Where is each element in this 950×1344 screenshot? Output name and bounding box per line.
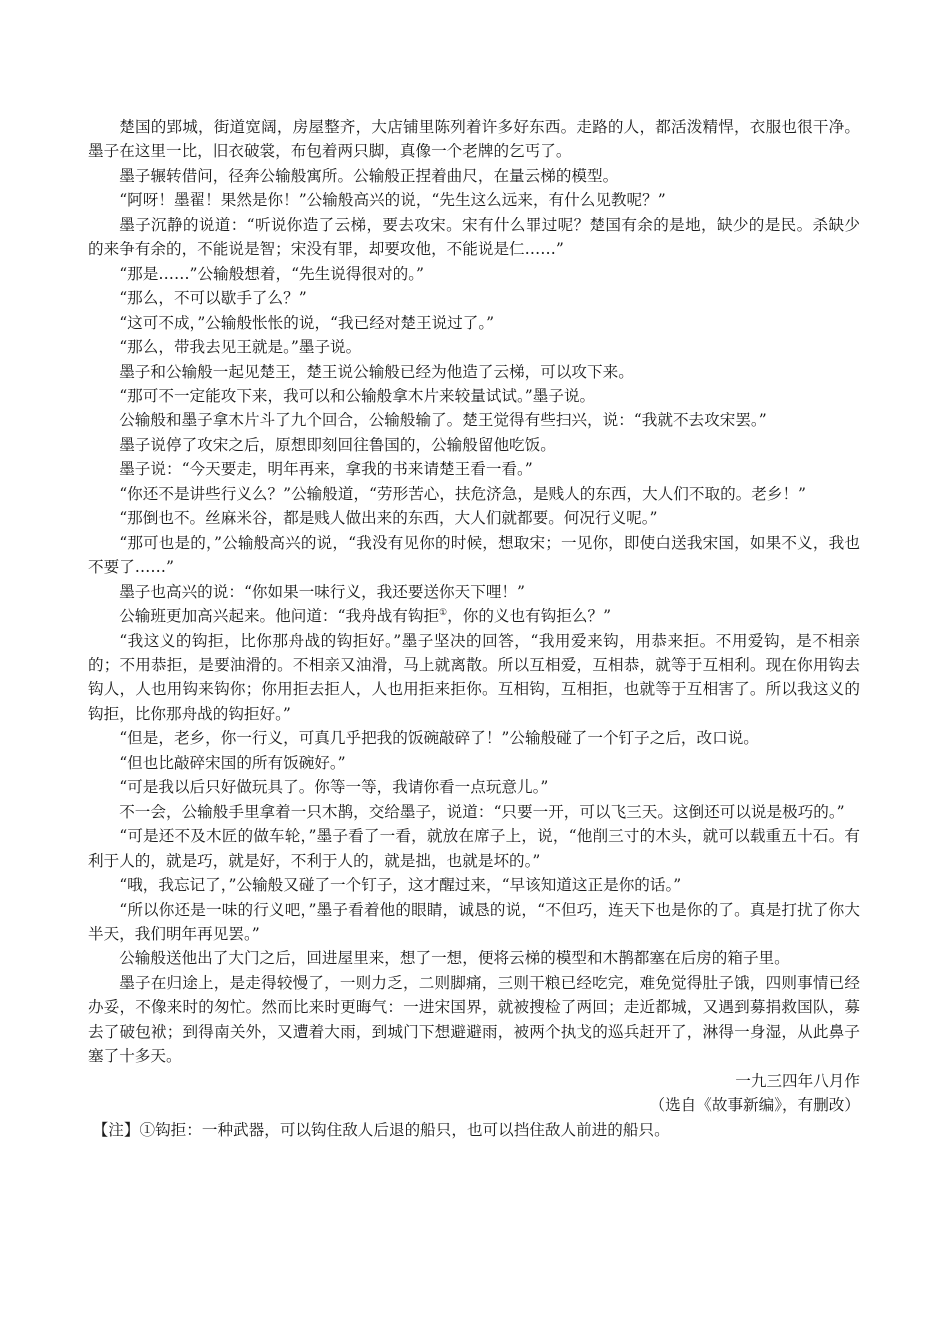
hook-text-after: ，你的义也有钩拒么？” [447, 607, 612, 626]
footnote-marker: ① [439, 607, 448, 618]
paragraph-dialogue: “那是……”公输般想着，“先生说得很对的。” [119, 264, 424, 283]
paragraph-argument: 墨子沉静的说道：“听说你造了云梯，要去攻宋。宋有什么罪过呢？楚国有余的是地，缺少的是民。杀缺少的来争有余的，不能说是智；宋没有罪，却要攻他，不能说是仁……” [88, 215, 860, 259]
paragraph-dialogue: “那可也是的，”公输般高兴的说，“我没有见你的时候，想取宋；一见你，即使白送我宋国，如果不义，我也不要了……” [88, 533, 860, 577]
footnote [88, 1118, 860, 1142]
story-text [88, 115, 860, 1142]
paragraph-dialogue: “那可不一定能攻下来，我可以和公输般拿木片来较量试试。”墨子说。 [119, 386, 596, 405]
paragraph-dialogue: “那么，不可以歇手了么？” [119, 289, 307, 308]
paragraph-cart-wheel: “可是还不及木匠的做车轮，”墨子看了一看，就放在席子上，说，“他削三寸的木头，就可以载重五十石。有利于人的，就是巧，就是好，不利于人的，就是拙，也就是坏的。” [88, 827, 860, 870]
paragraph-dialogue: 墨子也高兴的说：“你如果一味行义，我还要送你天下哩！” [119, 582, 525, 601]
paragraph-hook-answer: “我这义的钩拒，比你那舟战的钩拒好。”墨子坚决的回答，“我用爱来钩，用恭来拒。不用爱钩，是不相亲的；不用恭拒，是要油滑的。不相亲又油滑，马上就离散。所以互相爱，互相恭，就等于互相利。现在你用钩去钩人，人也用钩来钩你；你用拒去拒人，人也用拒来拒你。互相钩，互相拒，也就等于互相害了。所以我这义的钩拒，比你那舟战的钩拒好。” [88, 631, 860, 723]
paragraph-dialogue: “但是，老乡，你一行义，可真几乎把我的饭碗敲碎了！”公输般碰了一个钉子之后，改口说。 [119, 729, 759, 748]
hook-text-before: 公输班更加高兴起来。他问道：“我舟战有钩拒 [119, 607, 440, 626]
note-text: ①钩拒：一种武器，可以钩住敌人后退的船只，也可以挡住敌人前进的船只。 [139, 1120, 670, 1139]
paragraph-dialogue: “但也比敲碎宋国的所有饭碗好。” [119, 753, 346, 772]
date-line: 一九三四年八月作 [735, 1071, 860, 1090]
source-line: （选自《故事新编》，有删改） [649, 1096, 860, 1115]
paragraph-meet-king: 墨子和公输般一起见楚王，楚王说公输般已经为他造了云梯，可以攻下来。 [119, 362, 634, 381]
paragraph-dialogue: “那么，带我去见王就是。”墨子说。 [119, 338, 362, 357]
paragraph-dinner: 墨子说停了攻宋之后，原想即刻回往鲁国的，公输般留他吃饭。 [119, 435, 556, 454]
paragraph-wooden-magpie: 不一会，公输般手里拿着一只木鹊，交给墨子，说道：“只要一开，可以飞三天。这倒还可以说是极巧的。” [119, 802, 845, 821]
paragraph-dialogue: “可是我以后只好做玩具了。你等一等，我请你看一点玩意儿。” [119, 778, 549, 797]
paragraph-dialogue: “这可不成，”公输般怅怅的说，“我已经对楚王说过了。” [119, 313, 495, 332]
paragraph-dialogue: “那倒也不。丝麻米谷，都是贱人做出来的东西，大人们就都要。何况行义呢。” [119, 509, 658, 528]
paragraph-dialogue: “你还不是讲些行义么？”公输般道，“劳形苦心，扶危济急，是贱人的东西，大人们不取的。老乡！” [119, 484, 807, 503]
paragraph-ying-city: 楚国的郢城，街道宽阔，房屋整齐，大店铺里陈列着许多好东西。走路的人，都活泼精悍，衣服也很干净。墨子在这里一比，旧衣破裳，布包着两只脚，真像一个老牌的乞丐了。 [88, 118, 860, 161]
note-label: 【注】 [92, 1120, 140, 1139]
paragraph-visit: 墨子辗转借问，径奔公输般寓所。公输般正捏着曲尺，在量云梯的模型。 [119, 166, 619, 185]
paragraph-dialogue: 墨子说：“今天要走，明年再来，拿我的书来请楚王看一看。” [119, 460, 533, 479]
paragraph-hide-models: 公输般送他出了大门之后，回进屋里来，想了一想，便将云梯的模型和木鹊都塞在后房的箱子里。 [119, 949, 790, 968]
paragraph-farewell: “所以你还是一味的行义吧，”墨子看着他的眼睛，诚恳的说，“不但巧，连天下也是你的了。真是打扰了你大半天，我们明年再见罢。” [88, 900, 860, 943]
paragraph-hook-question [88, 604, 860, 628]
paragraph-contest: 公输般和墨子拿木片斗了九个回合，公输般输了。楚王觉得有些扫兴，说：“我就不去攻宋罢。” [119, 411, 767, 430]
paragraph-dialogue: “哦，我忘记了，”公输般又碰了一个钉子，这才醒过来，“早该知道这正是你的话。” [119, 876, 682, 895]
paragraph-greeting: “阿呀！墨翟！果然是你！”公输般高兴的说，“先生这么远来，有什么见教呢？” [119, 191, 666, 210]
paragraph-return-journey: 墨子在归途上，是走得较慢了，一则力乏，二则脚痛，三则干粮已经吃完，难免觉得肚子饿，四则事情已经办妥，不像来时的匆忙。然而比来时更晦气：一进宋国界，就被搜检了两回；走近都城，又遇到募捐救国队，募去了破包袱；到得南关外，又遭着大雨，到城门下想避避雨，被两个执戈的巡兵赶开了，淋得一身湿，从此鼻子塞了十多天。 [88, 973, 860, 1066]
